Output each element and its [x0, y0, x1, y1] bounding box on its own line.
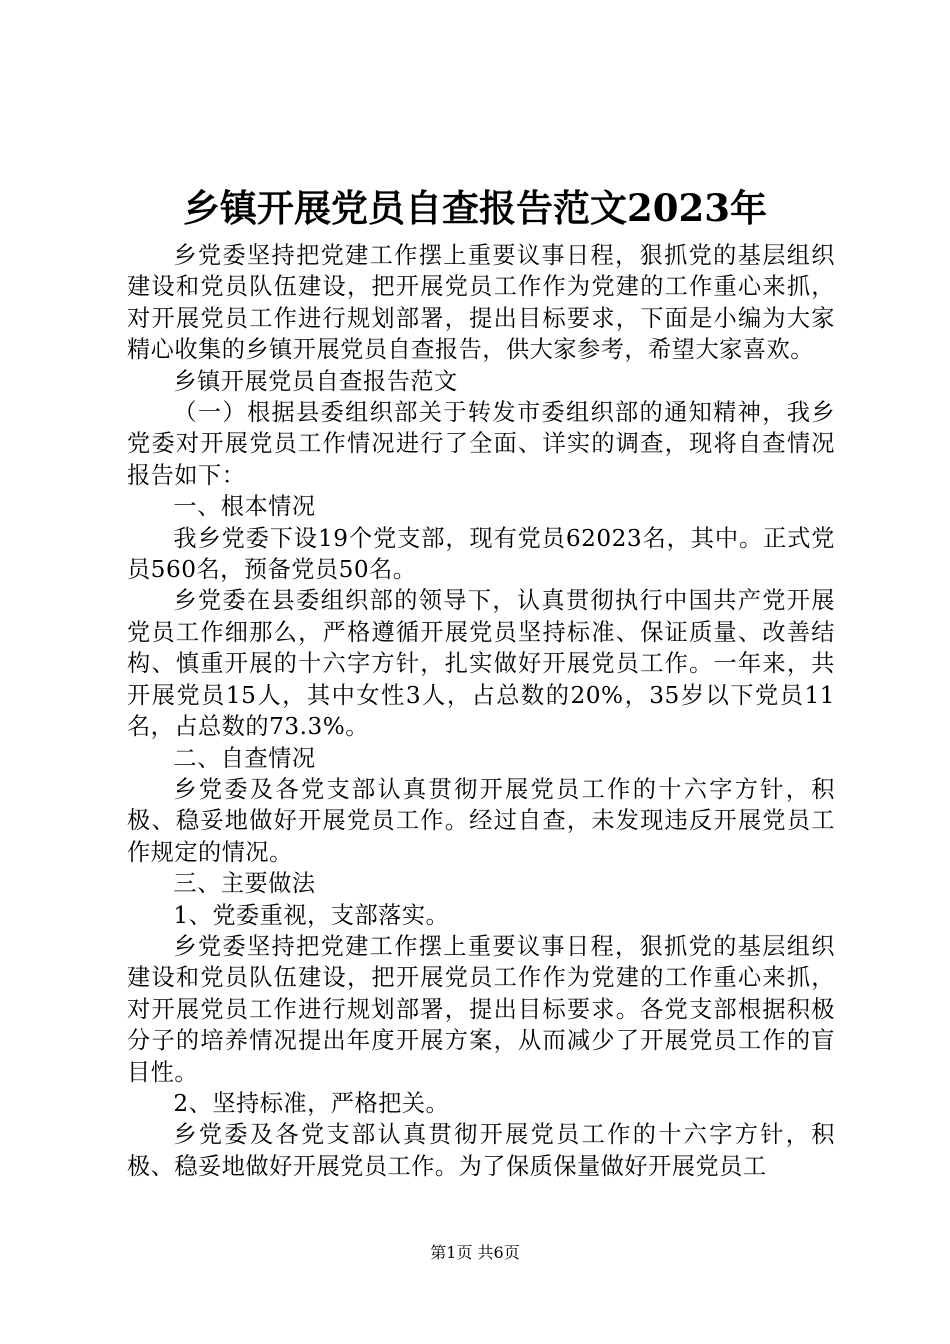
body-paragraph: 乡党委及各党支部认真贯彻开展党员工作的十六字方针，积极、稳妥地做好开展党员工作。为了保质保量做好开展党员工: [127, 1121, 835, 1180]
body-paragraph: 乡党委坚持把党建工作摆上重要议事日程，狠抓党的基层组织建设和党员队伍建设，把开展党员工作作为党建的工作重心来抓，对开展党员工作进行规划部署，提出目标要求。各党支部根据积极分子的培养情况提出年度开展方案，从而减少了开展党员工作的盲目性。: [127, 932, 835, 1086]
body-paragraph: （一）根据县委组织部关于转发市委组织部的通知精神，我乡党委对开展党员工作情况进行了全面、详实的调查，现将自查情况报告如下：: [127, 399, 835, 489]
body-paragraph: 乡党委及各党支部认真贯彻开展党员工作的十六字方针，积极、稳妥地做好开展党员工作。经过自查，未发现违反开展党员工作规定的情况。: [127, 775, 835, 866]
section-heading: 三、主要做法: [173, 870, 316, 898]
page-footer: 第1页 共6页: [430, 1243, 520, 1262]
document-body: [127, 240, 835, 1182]
subtitle-heading: 乡镇开展党员自查报告范文: [173, 367, 458, 395]
section-heading: 一、根本情况: [173, 493, 316, 521]
subsection-heading: 2、坚持标准，严格把关。: [173, 1089, 450, 1117]
document-title: 乡镇开展党员自查报告范文2023年: [183, 186, 767, 230]
subsection-heading: 1、党委重视，支部落实。: [173, 901, 450, 929]
body-paragraph: 我乡党委下设19个党支部，现有党员62023名，其中。正式党员560名，预备党员50名。: [127, 524, 835, 584]
body-paragraph: 乡党委在县委组织部的领导下，认真贯彻执行中国共产党开展党员工作细那么，严格遵循开展党员坚持标准、保证质量、改善结构、慎重开展的十六字方针，扎实做好开展党员工作。一年来，共开展党员15人，其中女性3人，占总数的20%，35岁以下党员11名，占总数的73.3%。: [127, 587, 835, 741]
section-heading: 二、自查情况: [173, 744, 316, 772]
intro-paragraph: 乡党委坚持把党建工作摆上重要议事日程，狠抓党的基层组织建设和党员队伍建设，把开展党员工作作为党建的工作重心来抓，对开展党员工作进行规划部署，提出目标要求，下面是小编为大家精心收集的乡镇开展党员自查报告，供大家参考，希望大家喜欢。: [127, 242, 835, 364]
